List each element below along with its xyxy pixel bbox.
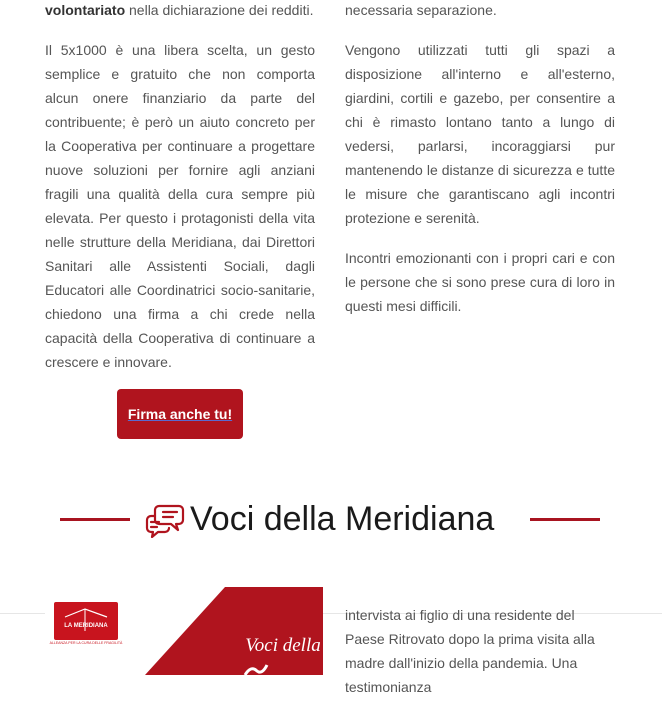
svg-text:ALLEANZA PER LA CURA DELLE FRA: ALLEANZA PER LA CURA DELLE FRAGILITÀ bbox=[49, 641, 123, 645]
left-article-column bbox=[45, 0, 315, 390]
right-article-column bbox=[345, 0, 615, 334]
left-paragraph-1 bbox=[45, 0, 315, 22]
section-divider-left bbox=[60, 518, 130, 521]
left-paragraph-2: Il 5x1000 è una libera scelta, un gesto semplice e gratuito che non comporta alcun onere finanziario da parte del contribuente; è però un aiuto concreto per la Cooperativa per continuare a progettare nuove soluzioni per fornire agli anziani fragili una qualità della cura sempre più elevata. Per questo i protagonisti della vita nelle strutture della Meridiana, dai Direttori Sanitari alle Assistenti Sociali, dagli Educatori alle Coordinatrici socio-sanitarie, chiedono una firma a chi crede nella capacità della Cooperativa di continuare a crescere e innovare. bbox=[45, 42, 315, 370]
right-paragraph-2: Vengono utilizzati tutti gli spazi a disposizione all'interno e all'esterno, giardini, cortili e gazebo, per consentire a chi è rimasto lontano tanto a lungo di vedersi, parlarsi, incoraggiarsi pur mantenendo le distanze di sicurezza e tutte le misure che garantiscano agli incontri protezione e serenità. bbox=[345, 42, 615, 226]
left-paragraph-1-text: nella dichiarazione dei redditi. bbox=[125, 2, 314, 18]
bold-word: volontariato bbox=[45, 2, 126, 18]
voci-della-meridiana-banner[interactable] bbox=[45, 587, 323, 675]
bottom-right-text bbox=[345, 603, 615, 715]
firma-button-label: Firma anche tu! bbox=[127, 406, 233, 422]
firma-anche-tu-button[interactable] bbox=[117, 389, 243, 439]
section-divider-right bbox=[530, 518, 600, 521]
meridiana-logo-icon bbox=[50, 602, 123, 645]
right-paragraph-3: Incontri emozionanti con i propri cari e con le persone che si sono prese cura di loro in questi mesi difficili. bbox=[345, 250, 615, 314]
section-title: Voci della Meridiana bbox=[190, 500, 495, 538]
banner-script-text: Voci della bbox=[245, 635, 321, 656]
bottom-paragraph: intervista ai figlio di una residente del Paese Ritrovato dopo la prima visita alla madre dall'inizio della pandemia. Una testimonianza bbox=[345, 607, 595, 695]
chat-bubbles-icon bbox=[145, 502, 185, 538]
banner-red-shape bbox=[145, 587, 323, 675]
right-paragraph-1: necessaria separazione. bbox=[345, 2, 497, 18]
svg-text:LA MERIDIANA: LA MERIDIANA bbox=[64, 623, 108, 629]
